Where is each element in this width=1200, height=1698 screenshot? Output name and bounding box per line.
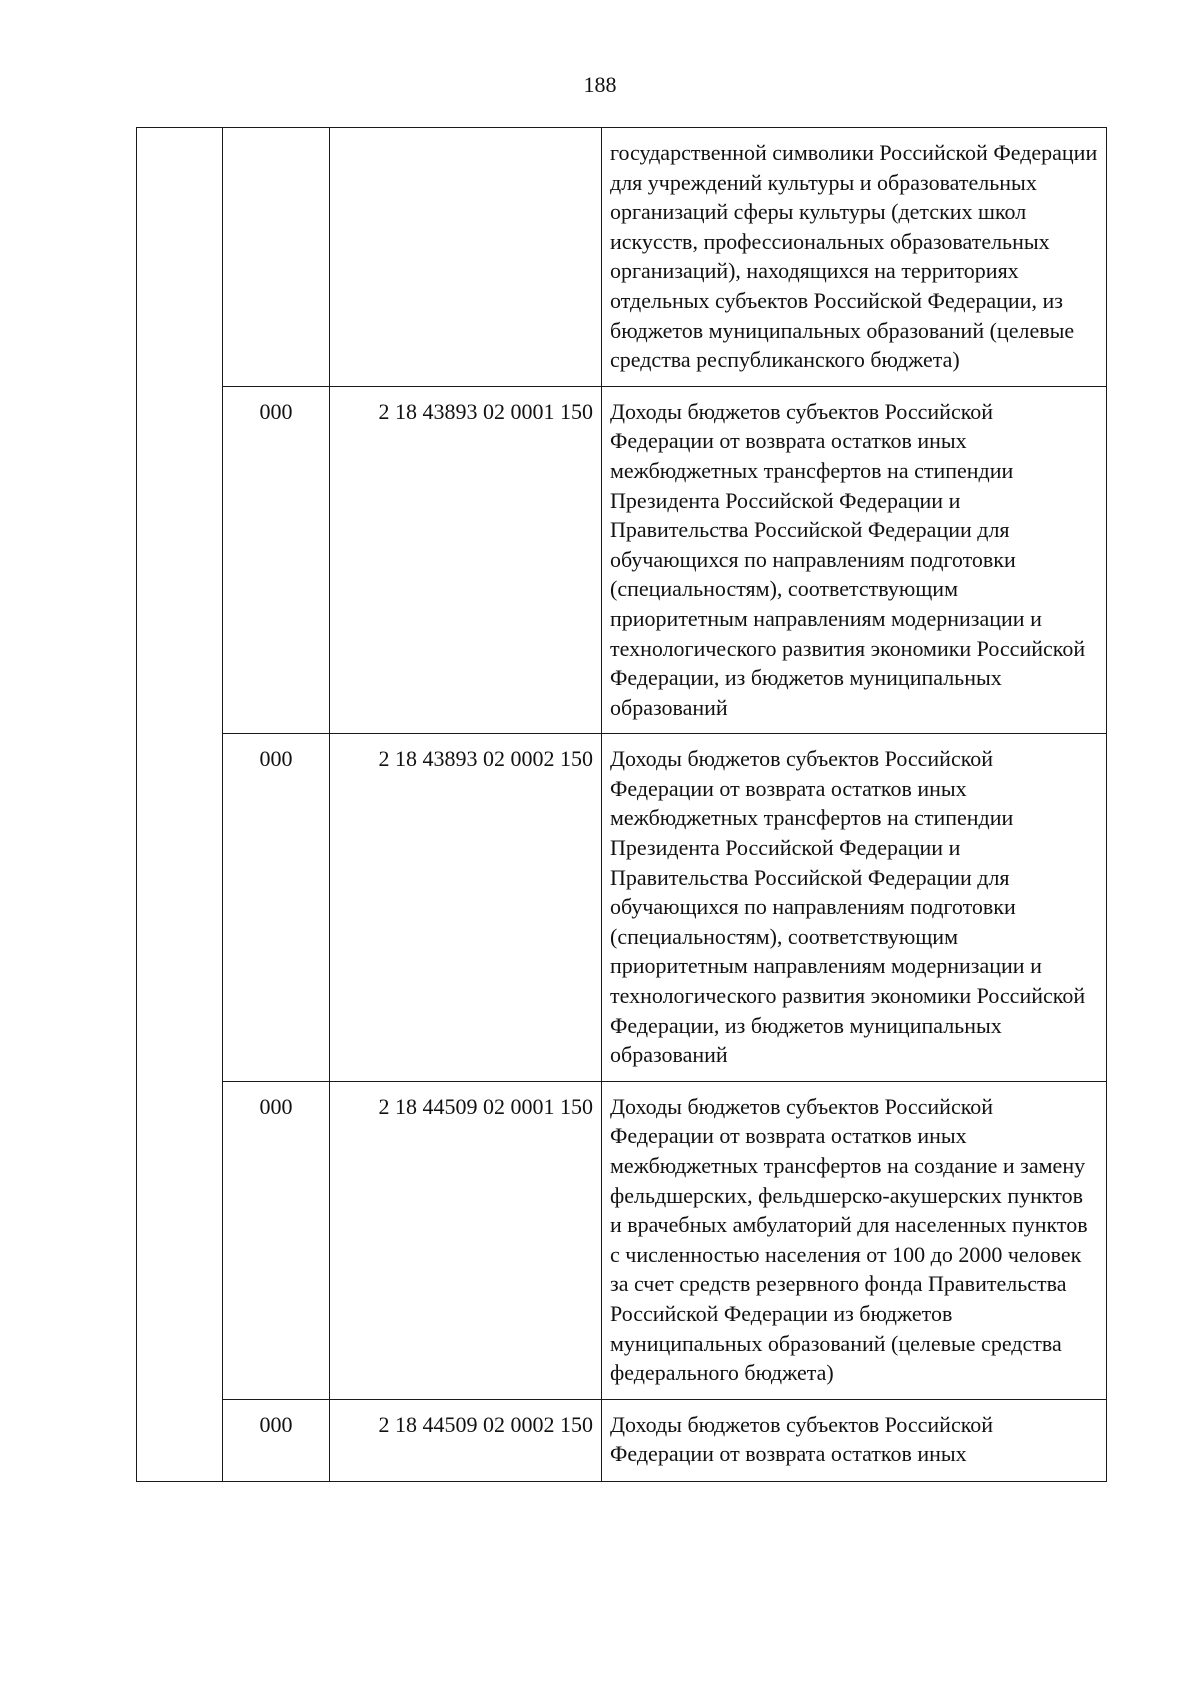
description-cell: Доходы бюджетов субъектов Российской Федерации от возврата остатков иных межбюджетных трансфертов на стипендии Президента Российской Федерации и Правительства Российской Федерации для обучающихся по направлениям подготовки (специальностям), соответствующим приоритетным направлениям модернизации и технологического развития экономики Российской Федерации, из бюджетов муниципальных образований — [602, 386, 1107, 734]
budget-codes-table — [136, 127, 1107, 1482]
table-row — [137, 1081, 1107, 1399]
budget-code-cell — [330, 128, 602, 387]
admin-code-cell: 000 — [223, 734, 330, 1082]
table-row — [137, 734, 1107, 1082]
description-cell: Доходы бюджетов субъектов Российской Федерации от возврата остатков иных межбюджетных трансфертов на создание и замену фельдшерских, фельдшерско-акушерских пунктов и врачебных амбулаторий для населенных пунктов с численностью населения от 100 до 2000 человек за счет средств резервного фонда Правительства Российской Федерации из бюджетов муниципальных образований (целевые средства федерального бюджета) — [602, 1081, 1107, 1399]
table-row — [137, 386, 1107, 734]
table-row — [137, 128, 1107, 387]
table-row — [137, 1399, 1107, 1481]
page-number: 188 — [583, 72, 617, 97]
admin-code-cell: 000 — [223, 1081, 330, 1399]
table-cell-blank — [137, 128, 223, 1482]
budget-code-cell: 2 18 44509 02 0002 150 — [330, 1399, 602, 1481]
admin-code-cell: 000 — [223, 1399, 330, 1481]
budget-code-cell: 2 18 44509 02 0001 150 — [330, 1081, 602, 1399]
description-cell: государственной символики Российской Федерации для учреждений культуры и образовательных организаций сферы культуры (детских школ искусств, профессиональных образовательных организаций), находящихся на территориях отдельных субъектов Российской Федерации, из бюджетов муниципальных образований (целевые средства республиканского бюджета) — [602, 128, 1107, 387]
admin-code-cell — [223, 128, 330, 387]
description-cell: Доходы бюджетов субъектов Российской Федерации от возврата остатков иных межбюджетных трансфертов на стипендии Президента Российской Федерации и Правительства Российской Федерации для обучающихся по направлениям подготовки (специальностям), соответствующим приоритетным направлениям модернизации и технологического развития экономики Российской Федерации, из бюджетов муниципальных образований — [602, 734, 1107, 1082]
budget-code-cell: 2 18 43893 02 0002 150 — [330, 734, 602, 1082]
budget-code-cell: 2 18 43893 02 0001 150 — [330, 386, 602, 734]
description-cell: Доходы бюджетов субъектов Российской Федерации от возврата остатков иных — [602, 1399, 1107, 1481]
admin-code-cell: 000 — [223, 386, 330, 734]
